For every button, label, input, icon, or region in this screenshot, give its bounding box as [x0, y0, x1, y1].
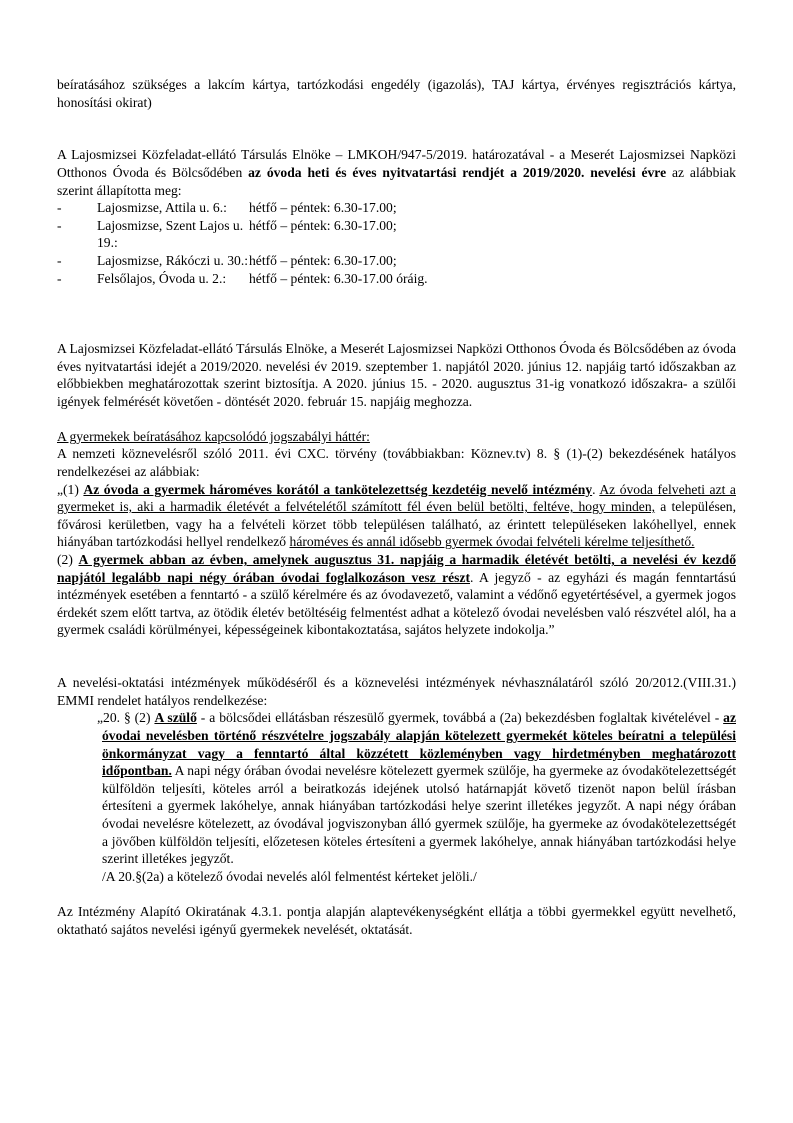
- law-section-2: (2) A gyermek abban az évben, amelynek augusztus 31. napjáig a harmadik életévét betölti, a nevelési év kezdő napjától legalább napi négy órában óvodai foglalkozáson vesz részt. A jegyző - az egyházi és magán fenntartású intézmények esetében a fenntartó - a szülő kérelmére és az óvodavezető, valamint a védőnő egyetértésével, a gyermek jogos érdekét szem előtt tartva, az ötödik életév betöltéséig felmentést adhat a kötelező óvodai nevelésben való részvétel alól, ha a gyermek családi körülményei, képességeinek kibontakoztatása, sajátos helyzete indokolja.”: [57, 552, 737, 638]
- opening-hours-paragraph: A Lajosmizsei Közfeladat-ellátó Társulás Elnöke – LMKOH/947-5/2019. határozatával - a Meserét Lajosmizsei Napközi Otthonos Óvoda és Bölcsődében az óvoda heti és éves nyitvatartási rendjét a 2019/2020. nevelési évre az alábbiak szerint állapította meg:: [57, 147, 736, 198]
- location: Felsőlajos, Óvoda u. 2.:: [97, 270, 227, 286]
- hours: hétfő – péntek: 6.30-17.00;: [249, 200, 397, 216]
- location: Lajosmizse, Szent Lajos u. 19.:: [97, 217, 244, 251]
- list-item: - Lajosmizse, Attila u. 6.: hétfő – péntek: 6.30-17.00;: [57, 200, 397, 216]
- founding-charter-paragraph: Az Intézmény Alapító Okiratának 4.3.1. pontja alapján alaptevékenységként ellátja a többi gyermekkel együtt nevelhető, oktatható sajátos nevelési igényű gyermekek nevelését, oktatását.: [57, 903, 736, 937]
- hours: hétfő – péntek: 6.30-17.00 óráig.: [249, 270, 428, 286]
- opening-hours-emphasis: az óvoda heti és éves nyitvatartási rendjét a 2019/2020. nevelési évre: [248, 164, 667, 180]
- document-page: [57, 76, 736, 938]
- annual-schedule-paragraph: A Lajosmizsei Közfeladat-ellátó Társulás Elnöke, a Meserét Lajosmizsei Napközi Otthonos Óvoda és Bölcsődében az óvoda éves nyitvatartási idejét a 2019/2020. nevelési év 2019. szeptember 1. napjától 2020. június 12. napjáig tartó időszakban az előbbiekben meghatározottak szerint biztosítja. A 2020. június 15. - 2020. augusztus 31-ig vonatkozó időszakra- a szülői igények felmérését követően - döntését 2020. február 15. napjáig meghozza.: [57, 340, 736, 409]
- location: Lajosmizse, Rákóczi u. 30.:: [97, 252, 249, 268]
- list-item: - Lajosmizse, Szent Lajos u. 19.: hétfő – péntek: 6.30-17.00;: [57, 217, 397, 251]
- list-item: - Lajosmizse, Rákóczi u. 30.: hétfő – péntek: 6.30-17.00;: [57, 252, 397, 268]
- list-item: - Felsőlajos, Óvoda u. 2.: hétfő – péntek: 6.30-17.00 óráig.: [57, 270, 428, 286]
- emmi-decree-intro: A nevelési-oktatási intézmények működéséről és a köznevelési intézmények névhasználatáról szóló 20/2012.(VIII.31.) EMMI rendelet hatályos rendelkezése:: [57, 675, 736, 708]
- intro-fragment: beíratásához szükséges a lakcím kártya, tartózkodási engedély (igazolás), TAJ kártya, érvényes regisztrációs kártya, honosítási okirat): [57, 77, 736, 110]
- emmi-decree-quote: „20. § (2) A szülő - a bölcsődei ellátásban részesülő gyermek, továbbá a (2a) bekezdésben foglaltak kivételével - az óvodai nevelésben történő részvételre jogszabály alapján kötelezett gyermekét köteles beíratni a települési önkormányzat vagy a fenntartó által közzétett közleményben vagy hirdetményben meghatározott időpontban. A napi négy órában óvodai nevelésre kötelezett gyermek szülője, ha gyermeke az óvodakötelezettségét külföldön teljesíti, köteles arról a beiratkozás idejének utolsó határnapját követő tizenöt napon belül írásban értesíteni a gyermek lakóhelye, annak hiányában tartózkodási helye szerint illetékes jegyzőt. A napi négy órában óvodai nevelésre kötelezett, az óvodával jogviszonyban álló gyermek szülője, ha gyermeke az óvodakötelezettségét a jövőben külföldön teljesíti, előzetesen köteles értesíteni a gyermek lakóhelye, annak hiányában tartózkodási helye szerint illetékes jegyzőt.: [97, 710, 736, 867]
- legal-background-heading: A gyermekek beíratásához kapcsolódó jogszabályi háttér:: [57, 428, 370, 444]
- emmi-decree-note: /A 20.§(2a) a kötelező óvodai nevelés alól felmentést kérteket jelöli./: [102, 868, 477, 884]
- hours: hétfő – péntek: 6.30-17.00;: [249, 252, 397, 268]
- legal-background-intro: A nemzeti köznevelésről szóló 2011. évi CXC. törvény (továbbiakban: Köznev.tv) 8. § (1)-(2) bekezdésének hatályos rendelkezései az alábbiak:: [57, 446, 736, 480]
- location: Lajosmizse, Attila u. 6.:: [97, 200, 227, 216]
- opening-hours-list: [57, 199, 736, 287]
- law-section-1: „(1) Az óvoda a gyermek hároméves korától a tankötelezettség kezdetéig nevelő intézmény. Az óvoda felveheti azt a gyermeket is, aki a harmadik életévét a felvételétől számított fél éven belül betölti, feltéve, hogy minden, a településen, fővárosi kerületben, vagy ha a felvételi körzet több településen található, az érintett településeken lakóhellyel, ennek hiányában tartózkodási hellyel rendelkező hároméves és annál idősebb gyermek óvodai felvételi kérelme teljesíthető.: [57, 481, 736, 550]
- hours: hétfő – péntek: 6.30-17.00;: [249, 217, 397, 233]
